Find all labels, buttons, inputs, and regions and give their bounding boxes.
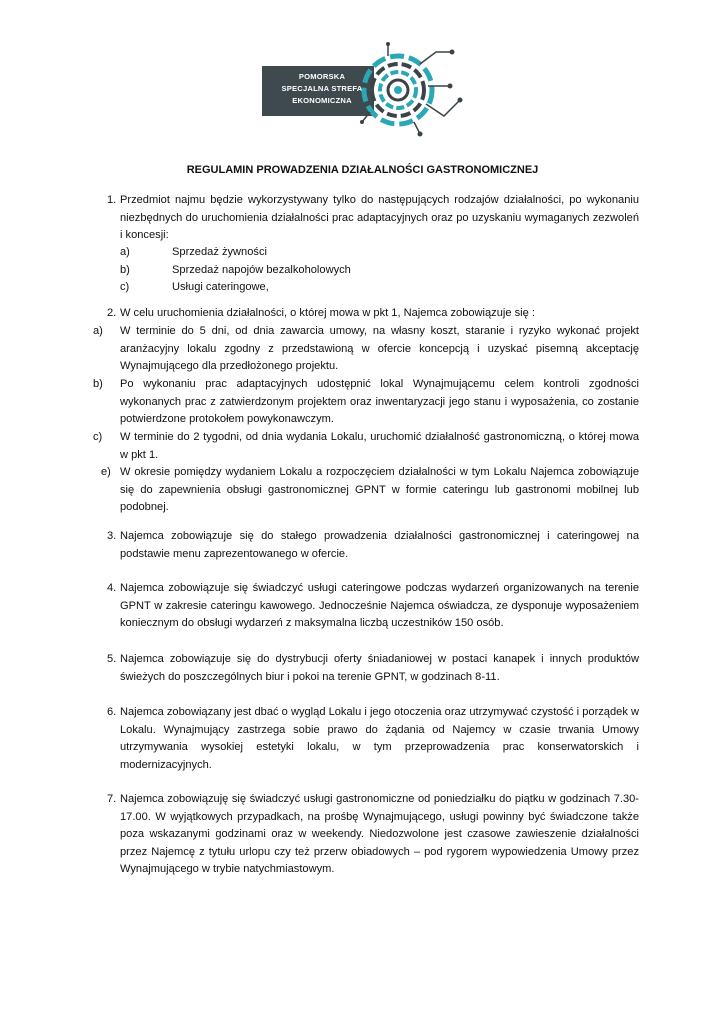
item-2c-label: c) [93,431,103,443]
circuit-circles-icon [358,42,468,138]
item-2e-text: W okresie pomiędzy wydaniem Lokalu a rozpoczęciem działalności w tym Lokalu Najemca zobowiązuje się do zapewnienia obsługi gastronomicznej GPNT w formie cateringu lub gastronomi mobilnej lub podobnej. [120,466,639,514]
document-title: REGULAMIN PROWADZENIA DZIAŁALNOŚCI GASTRONOMICZNEJ [186,164,539,176]
item-2-number: 2. [107,307,117,319]
item-2a-text: W terminie do 5 dni, od dnia zawarcia umowy, na własny koszt, staranie i ryzyko wykonać projekt aranżacyjny lokalu zgodny z przedstawioną w ofercie koncepcją i uzyskać pisemną akceptację Wynajmującego dla przedłożonego projektu. [120,325,639,373]
logo-line-3: EKONOMICZNA [292,96,352,105]
item-2a-label: a) [93,325,103,337]
logo-line-2: SPECJALNA STREFA [281,84,363,93]
item-5-number: 5. [107,653,117,665]
item-5-text: Najemca zobowiązuje się do dystrybucji oferty śniadaniowej w postaci kanapek i innych produktów świeżych do poszczególnych biur i pokoi na terenie GPNT, w godzinach 8-11. [120,653,639,683]
item-1a-text: Sprzedaż żywności [172,246,267,258]
item-1-text: Przedmiot najmu będzie wykorzystywany tylko do następujących rodzajów działalności, po wykonaniu niezbędnych do uruchomienia działalności prac adaptacyjnych oraz po uzyskaniu wymaganych zezwoleń i koncesji: [120,194,639,242]
item-2c-text: W terminie do 2 tygodni, od dnia wydania Lokalu, uruchomić działalność gastronomiczną, o której mowa w pkt 1. [120,431,639,461]
item-7-number: 7. [107,793,117,805]
item-2b-label: b) [93,378,103,390]
item-4-number: 4. [107,582,117,594]
item-6-text: Najemca zobowiązany jest dbać o wygląd Lokalu i jego otoczenia oraz utrzymywać czystość i porządek w Lokalu. Wynajmujący zastrzega sobie prawo do żądania od Najemcy w czasie trwania Umowy utrzymywania wysokiej estetyki lokalu, w tym przeprowadzenia prac konserwatorskich i modernizacyjnych. [120,706,639,771]
logo-line-1: POMORSKA [298,72,346,81]
item-1c-label: c) [120,281,130,293]
item-2-text: W celu uruchomienia działalności, o której mowa w pkt 1, Najemca zobowiązuje się : [120,307,535,319]
item-1c-text: Usługi cateringowe, [172,281,269,293]
item-1b-label: b) [120,264,130,276]
item-1-number: 1. [107,194,117,206]
item-3-text: Najemca zobowiązuje się do stałego prowadzenia działalności gastronomicznej i cateringowej na podstawie menu zaprezentowanego w ofercie. [120,530,639,560]
item-1a-label: a) [120,246,130,258]
item-2b-text: Po wykonaniu prac adaptacyjnych udostępnić lokal Wynajmującemu celem kontroli zgodności wykonanych prac z zatwierdzonym projektem oraz inwentaryzacji jego stanu i wyposażenia, co zostanie potwierdzone protokołem powykonawczym. [120,378,639,426]
item-2e-label: e) [101,466,111,478]
item-7-text: Najemca zobowiązuję się świadczyć usługi gastronomiczne od poniedziałku do piątku w godzinach 7.30-17.00. W wyjątkowych przypadkach, na prośbę Wynajmującego, usługi powinny być świadczone także poza wskazanymi godzinami oraz w weekendy. Niedozwolone jest czasowe zawieszenie działalności przez Najemcę z tytułu urlopu czy też przerw obiadowych – pod rygorem wypowiedzenia Umowy przez Wynajmującego w trybie natychmiastowym. [120,793,639,876]
item-4-text: Najemca zobowiązuje się świadczyć usługi cateringowe podczas wydarzeń organizowanych na terenie GPNT w zakresie cateringu kawowego. Jednocześnie Najemca oświadcza, ze dysponuje wyposażeniem koniecznym do obsługi wydarzeń z maksymalna liczbą uczestników 150 osób. [120,582,639,630]
pse-logo [262,42,468,138]
item-3-number: 3. [107,530,117,542]
item-1b-text: Sprzedaż napojów bezalkoholowych [172,264,351,276]
item-6-number: 6. [107,706,117,718]
